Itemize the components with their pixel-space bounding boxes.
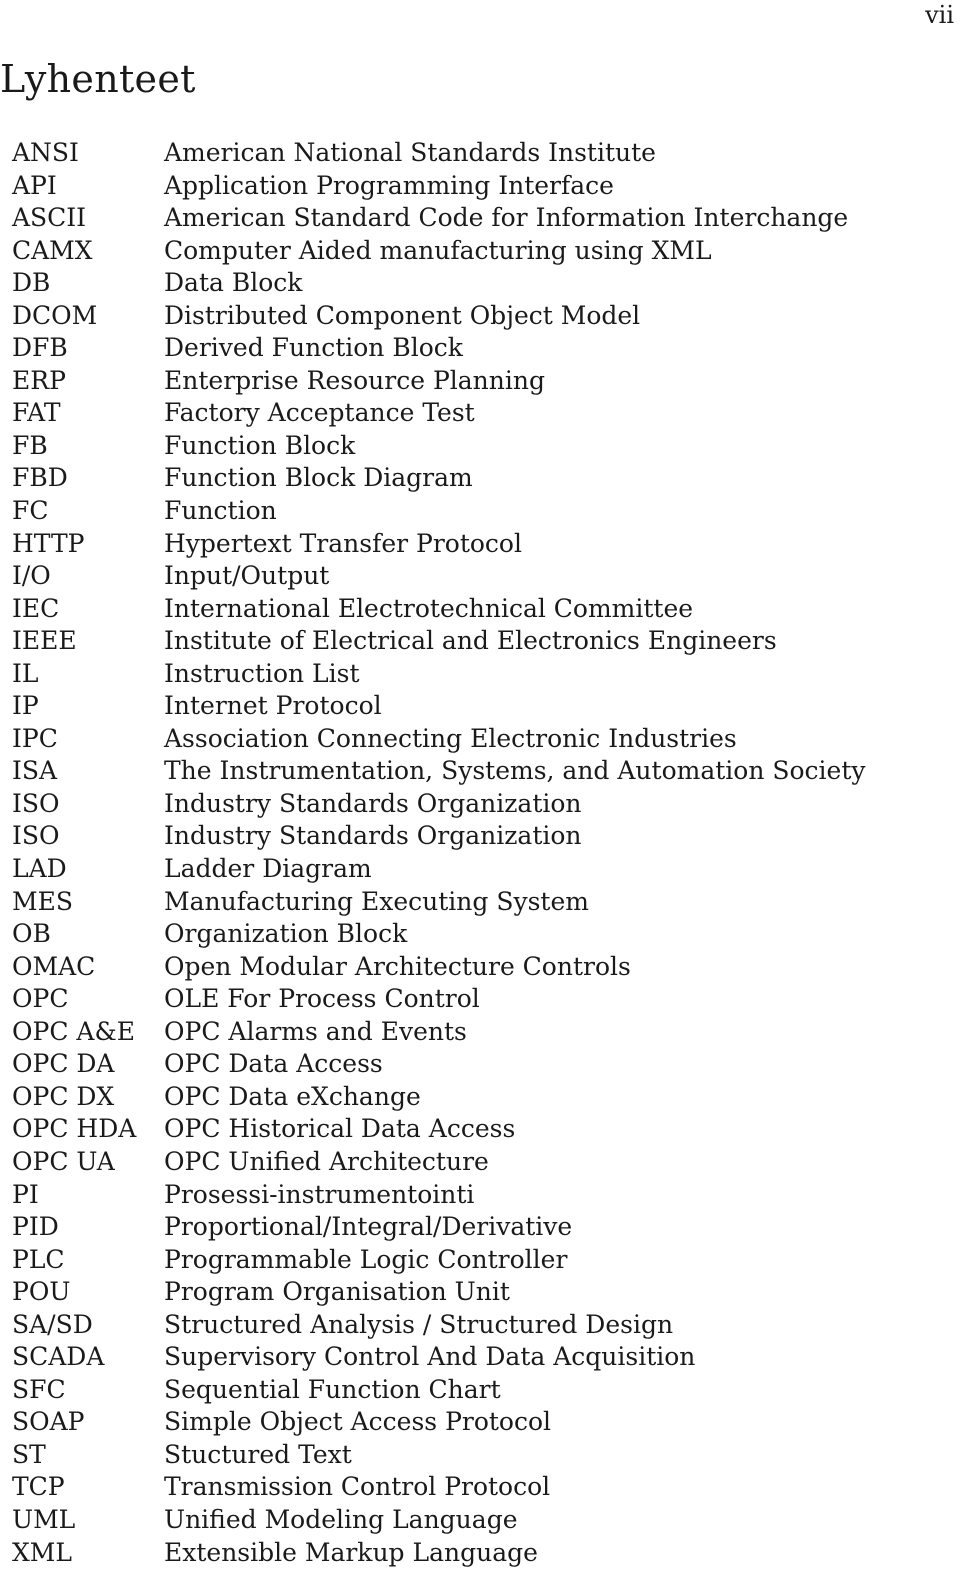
abbreviation-definition: Data Block (164, 268, 303, 298)
abbreviation-definition: Simple Object Access Protocol (164, 1407, 552, 1437)
abbreviation-row (12, 1016, 942, 1049)
abbreviation-term: OPC DX (12, 1081, 115, 1111)
abbreviation-definition: Supervisory Control And Data Acquisition (164, 1342, 696, 1372)
abbreviation-definition: The Instrumentation, Systems, and Automation Society (164, 756, 866, 786)
abbreviation-definition: Instruction List (164, 658, 360, 688)
abbreviation-row (12, 137, 942, 170)
abbreviation-definition: Industry Standards Organization (164, 788, 582, 818)
abbreviation-term: IP (12, 691, 39, 721)
abbreviation-definition: Manufacturing Executing System (164, 886, 589, 916)
abbreviation-row (12, 1146, 942, 1179)
abbreviation-definition: Function (164, 496, 277, 526)
abbreviation-term: OPC (12, 984, 69, 1014)
abbreviation-row (12, 886, 942, 919)
abbreviation-row (12, 1309, 942, 1342)
abbreviation-definition: Computer Aided manufacturing using XML (164, 235, 712, 265)
abbreviation-term: OPC UA (12, 1146, 115, 1176)
abbreviation-definition: American Standard Code for Information Interchange (164, 203, 849, 233)
abbreviation-row (12, 755, 942, 788)
abbreviation-definition: Prosessi-instrumentointi (164, 1179, 475, 1209)
abbreviation-term: OPC DA (12, 1049, 115, 1079)
abbreviation-term: OMAC (12, 951, 96, 981)
abbreviation-term: SA/SD (12, 1309, 93, 1339)
abbreviation-definition: American National Standards Institute (164, 138, 656, 167)
abbreviation-row (12, 560, 942, 593)
abbreviation-row (12, 690, 942, 723)
abbreviation-row (12, 462, 942, 495)
abbreviation-term: XML (12, 1537, 72, 1567)
abbreviation-row (12, 1374, 942, 1407)
abbreviation-row (12, 593, 942, 626)
abbreviation-row (12, 1537, 942, 1570)
abbreviation-row (12, 1113, 942, 1146)
abbreviation-definition: Derived Function Block (164, 333, 463, 363)
abbreviation-term: ISA (12, 756, 58, 786)
abbreviation-definition: Ladder Diagram (164, 854, 372, 884)
abbreviation-row (12, 1471, 942, 1504)
abbreviation-row (12, 723, 942, 756)
abbreviation-definition: Organization Block (164, 919, 408, 949)
abbreviation-term: ERP (12, 365, 66, 395)
abbreviation-row (12, 267, 942, 300)
abbreviation-term: IEEE (12, 626, 77, 656)
abbreviation-row (12, 1179, 942, 1212)
abbreviation-definition: Structured Analysis / Structured Design (164, 1309, 674, 1339)
abbreviation-row (12, 853, 942, 886)
abbreviation-definition: Hypertext Transfer Protocol (164, 528, 522, 558)
abbreviation-term: TCP (12, 1472, 65, 1502)
abbreviation-definition: Input/Output (164, 561, 330, 591)
abbreviation-term: OPC HDA (12, 1114, 137, 1144)
abbreviation-definition: Transmission Control Protocol (164, 1472, 551, 1502)
abbreviation-row (12, 235, 942, 268)
abbreviation-term: FBD (12, 463, 68, 493)
abbreviation-definition: Enterprise Resource Planning (164, 365, 545, 395)
abbreviation-term: I/O (12, 561, 51, 591)
abbreviation-definition: Factory Acceptance Test (164, 398, 475, 428)
abbreviation-definition: Internet Protocol (164, 691, 382, 721)
abbreviation-row (12, 528, 942, 561)
abbreviation-row (12, 820, 942, 853)
abbreviation-row (12, 1439, 942, 1472)
abbreviation-term: SFC (12, 1374, 66, 1404)
abbreviation-term: PLC (12, 1244, 65, 1274)
abbreviation-definition: Unified Modeling Language (164, 1504, 518, 1534)
abbreviation-row (12, 1244, 942, 1277)
abbreviation-term: UML (12, 1504, 76, 1534)
abbreviation-definition: OPC Data eXchange (164, 1081, 421, 1111)
abbreviation-row (12, 495, 942, 528)
abbreviation-definition: Sequential Function Chart (164, 1374, 501, 1404)
abbreviation-row (12, 1081, 942, 1114)
abbreviation-row (12, 170, 942, 203)
abbreviation-term: HTTP (12, 528, 85, 558)
abbreviation-term: FB (12, 430, 48, 460)
abbreviation-definition: Program Organisation Unit (164, 1277, 510, 1307)
abbreviation-term: ASCII (12, 203, 87, 233)
abbreviation-definition: Application Programming Interface (164, 170, 614, 200)
abbreviation-term: IPC (12, 723, 58, 753)
abbreviation-row (12, 951, 942, 984)
abbreviation-term: ISO (12, 821, 60, 851)
abbreviation-definition: Extensible Markup Language (164, 1537, 538, 1567)
abbreviation-term: PID (12, 1212, 59, 1242)
abbreviation-definition: Function Block (164, 430, 356, 460)
abbreviation-list (12, 137, 942, 1569)
abbreviation-term: SOAP (12, 1407, 85, 1437)
abbreviation-term: DB (12, 268, 51, 298)
abbreviation-row (12, 918, 942, 951)
abbreviation-row (12, 788, 942, 821)
abbreviation-row (12, 1341, 942, 1374)
abbreviation-row (12, 365, 942, 398)
abbreviation-row (12, 1276, 942, 1309)
abbreviation-term: ST (12, 1439, 46, 1469)
abbreviation-definition: OLE For Process Control (164, 984, 480, 1014)
abbreviation-definition: Institute of Electrical and Electronics Engineers (164, 626, 777, 656)
abbreviation-row (12, 430, 942, 463)
abbreviation-row (12, 1211, 942, 1244)
abbreviation-definition: OPC Unified Architecture (164, 1146, 489, 1176)
abbreviation-row (12, 397, 942, 430)
abbreviation-term: FC (12, 496, 49, 526)
abbreviation-term: FAT (12, 398, 61, 428)
abbreviation-term: OPC A&E (12, 1016, 135, 1046)
abbreviation-term: API (12, 170, 57, 200)
abbreviation-definition: International Electrotechnical Committee (164, 593, 694, 623)
abbreviation-definition: OPC Historical Data Access (164, 1114, 516, 1144)
abbreviation-definition: Stuctured Text (164, 1439, 352, 1469)
abbreviation-definition: Programmable Logic Controller (164, 1244, 568, 1274)
abbreviation-definition: Association Connecting Electronic Industries (164, 723, 737, 753)
abbreviation-row (12, 202, 942, 235)
page-number: vii (925, 1, 954, 29)
page-title: Lyhenteet (0, 57, 196, 101)
abbreviation-term: PI (12, 1179, 39, 1209)
abbreviation-row (12, 983, 942, 1016)
abbreviation-row (12, 1048, 942, 1081)
abbreviation-row (12, 1504, 942, 1537)
abbreviation-term: ANSI (12, 138, 79, 167)
abbreviation-definition: OPC Alarms and Events (164, 1016, 467, 1046)
abbreviation-term: IEC (12, 593, 60, 623)
abbreviation-term: DFB (12, 333, 68, 363)
abbreviation-definition: Distributed Component Object Model (164, 300, 641, 330)
abbreviation-definition: Industry Standards Organization (164, 821, 582, 851)
abbreviation-term: IL (12, 658, 39, 688)
abbreviation-definition: OPC Data Access (164, 1049, 383, 1079)
abbreviation-term: SCADA (12, 1342, 105, 1372)
abbreviation-term: MES (12, 886, 73, 916)
abbreviation-row (12, 625, 942, 658)
abbreviation-definition: Proportional/Integral/Derivative (164, 1212, 573, 1242)
abbreviation-row (12, 658, 942, 691)
abbreviation-term: CAMX (12, 235, 93, 265)
abbreviation-definition: Open Modular Architecture Controls (164, 951, 631, 981)
abbreviation-definition: Function Block Diagram (164, 463, 473, 493)
abbreviation-term: POU (12, 1277, 71, 1307)
abbreviation-row (12, 1406, 942, 1439)
abbreviation-term: OB (12, 919, 51, 949)
abbreviation-term: LAD (12, 854, 67, 884)
abbreviation-row (12, 300, 942, 333)
abbreviation-term: DCOM (12, 300, 98, 330)
abbreviation-row (12, 332, 942, 365)
abbreviation-term: ISO (12, 788, 60, 818)
